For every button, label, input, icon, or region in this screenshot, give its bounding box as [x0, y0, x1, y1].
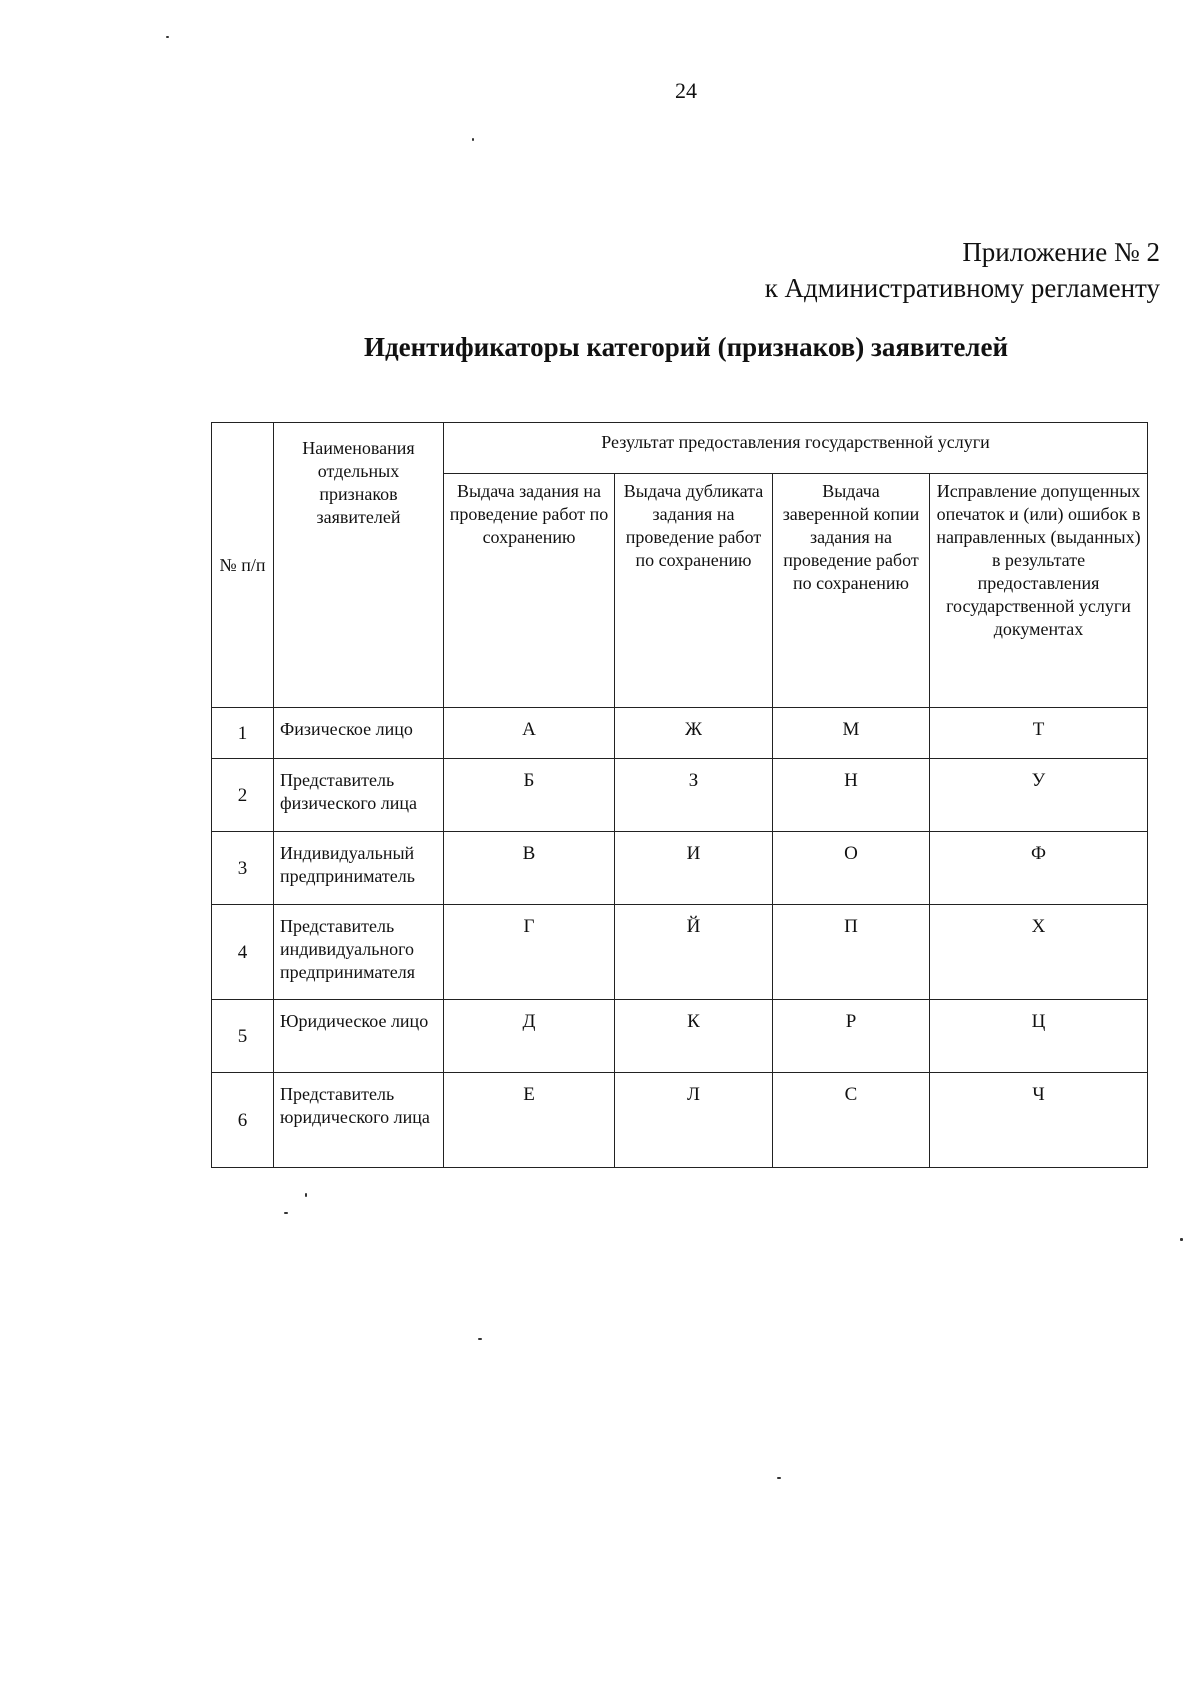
identifier-code: О [773, 832, 930, 905]
scan-speck [284, 1212, 288, 1214]
scan-speck [777, 1477, 781, 1479]
table-row [212, 1073, 1148, 1168]
identifier-code: П [773, 905, 930, 1000]
applicant-identifiers-table [211, 422, 1148, 1168]
header-col-issue-task: Выдача задания на проведение работ по сохранению [444, 474, 615, 708]
identifier-code: Ч [930, 1073, 1148, 1168]
identifier-code: Д [444, 1000, 615, 1073]
row-number: 6 [212, 1073, 274, 1168]
identifier-code: Х [930, 905, 1148, 1000]
table-row [212, 759, 1148, 832]
table-row [212, 708, 1148, 759]
identifier-code: К [615, 1000, 773, 1073]
document-title: Идентификаторы категорий (признаков) заявителей [363, 332, 1009, 362]
page-number: 24 [675, 78, 697, 103]
table-row [212, 905, 1148, 1000]
identifier-code: Н [773, 759, 930, 832]
identifier-code: Б [444, 759, 615, 832]
row-number: 5 [212, 1000, 274, 1073]
scan-speck [1180, 1238, 1183, 1241]
identifier-code: В [444, 832, 615, 905]
applicant-category: Представитель индивидуального предпринимателя [274, 905, 444, 1000]
applicant-category: Индивидуальный предприниматель [274, 832, 444, 905]
identifier-code: С [773, 1073, 930, 1168]
appendix-line-1: Приложение № 2 [962, 237, 1160, 267]
identifier-code: И [615, 832, 773, 905]
applicant-category: Представитель юридического лица [274, 1073, 444, 1168]
identifier-code: Г [444, 905, 615, 1000]
header-number: № п/п [212, 423, 274, 708]
scan-speck [478, 1338, 482, 1340]
identifier-code: Р [773, 1000, 930, 1073]
identifier-code: З [615, 759, 773, 832]
identifier-code: Л [615, 1073, 773, 1168]
header-applicant-feature: Наименования отдельных признаков заявителей [274, 423, 444, 708]
scan-speck [472, 138, 474, 141]
identifier-code: А [444, 708, 615, 759]
identifier-code: Ж [615, 708, 773, 759]
identifier-code: Ф [930, 832, 1148, 905]
header-col-issue-certified-copy: Выдача заверенной копии задания на проведение работ по сохранению [773, 474, 930, 708]
scan-speck [166, 36, 169, 38]
row-number: 4 [212, 905, 274, 1000]
identifier-code: М [773, 708, 930, 759]
row-number: 3 [212, 832, 274, 905]
identifier-code: Т [930, 708, 1148, 759]
row-number: 2 [212, 759, 274, 832]
applicant-category: Представитель физического лица [274, 759, 444, 832]
scan-speck [305, 1193, 307, 1197]
identifier-code: У [930, 759, 1148, 832]
table-row [212, 1000, 1148, 1073]
table-row [212, 832, 1148, 905]
header-service-result: Результат предоставления государственной услуги [444, 423, 1148, 474]
identifier-code: Ц [930, 1000, 1148, 1073]
header-col-correction: Исправление допущенных опечаток и (или) ошибок в направленных (выданных) в результате предоставления государственной услуги документах [930, 474, 1148, 708]
row-number: 1 [212, 708, 274, 759]
identifier-code: Е [444, 1073, 615, 1168]
applicant-category: Физическое лицо [274, 708, 444, 759]
identifier-code: Й [615, 905, 773, 1000]
appendix-line-2: к Административному регламенту [764, 273, 1160, 303]
header-col-issue-duplicate: Выдача дубликата задания на проведение работ по сохранению [615, 474, 773, 708]
appendix-reference [765, 234, 1160, 306]
applicant-category: Юридическое лицо [274, 1000, 444, 1073]
